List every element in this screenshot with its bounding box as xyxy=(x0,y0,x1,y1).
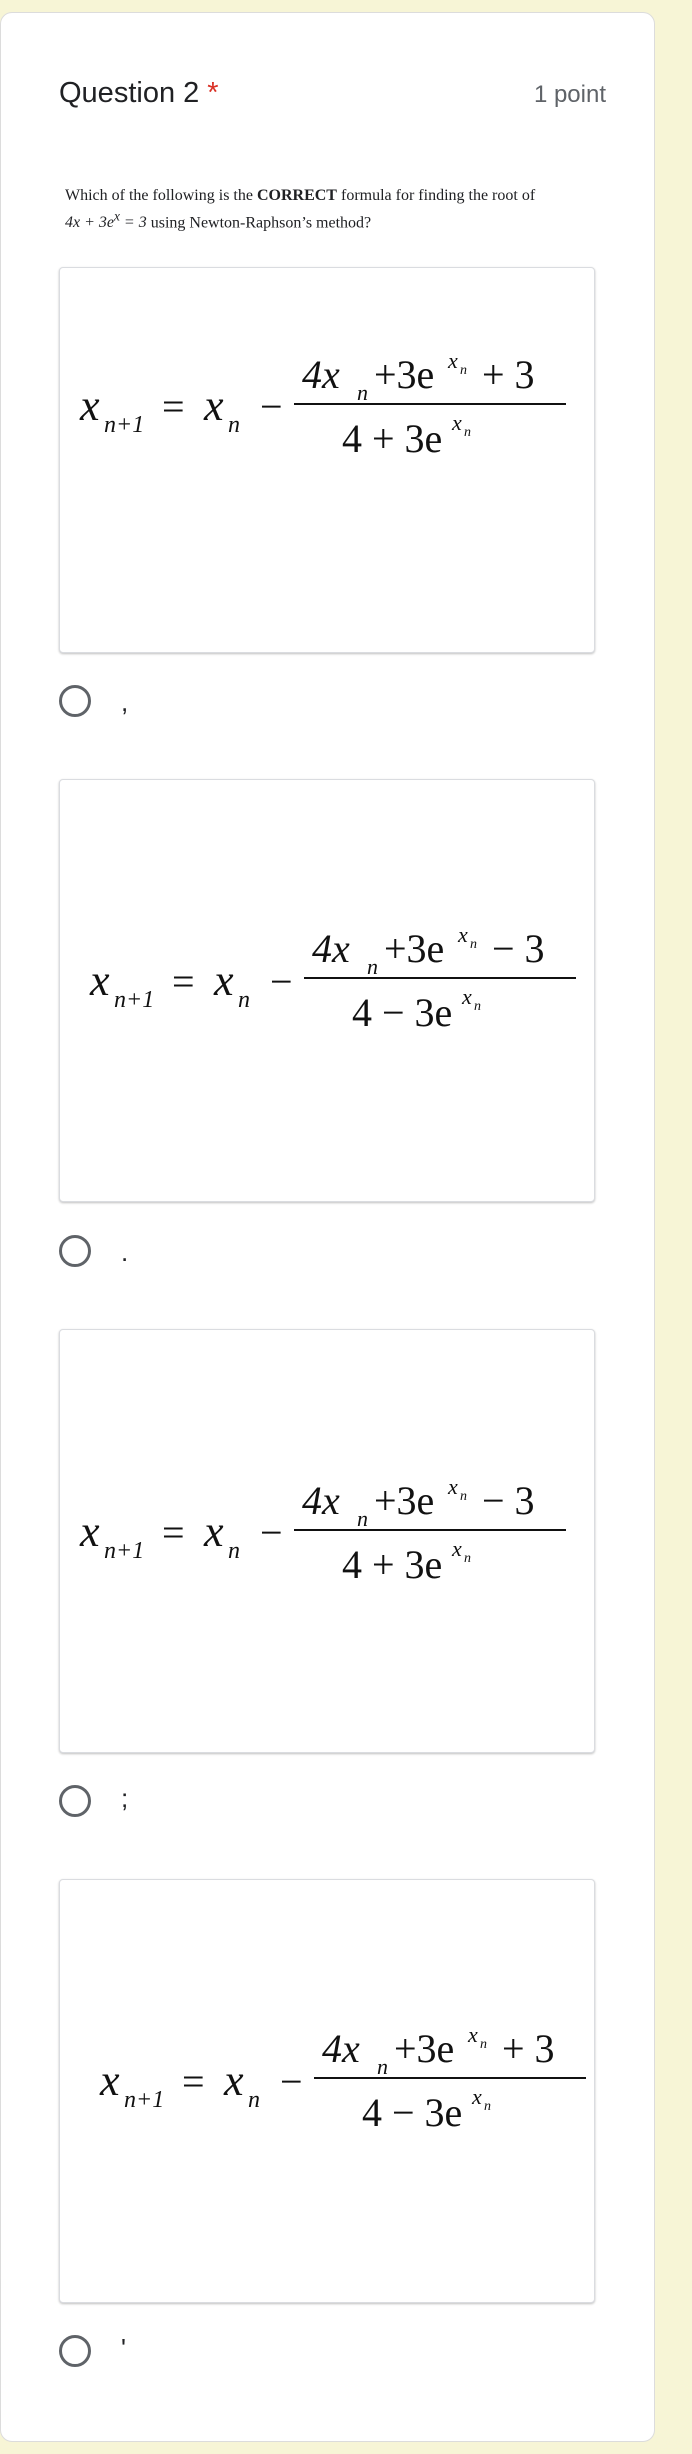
formula-den-a: 4 + 3e xyxy=(342,1542,443,1587)
option-radio-4[interactable] xyxy=(59,2335,91,2367)
formula-num-exp-sub: n xyxy=(470,937,477,952)
formula-lhs: x xyxy=(80,381,100,430)
formula-equals: = xyxy=(172,959,195,1004)
question-equation xyxy=(65,209,147,232)
formula-den-exp-sub: n xyxy=(474,999,481,1014)
formula-lhs-sub: n+1 xyxy=(124,2087,165,2113)
formula-equals: = xyxy=(162,1510,185,1555)
formula-xn: x xyxy=(204,1507,224,1556)
question-equation-lhs: 4x + 3e xyxy=(65,214,114,232)
formula-minus: − xyxy=(270,959,293,1004)
formula-num-a: 4x xyxy=(322,2026,360,2071)
question-text-part: Which of the following is the xyxy=(65,187,257,204)
option-image-2 xyxy=(59,779,595,1202)
formula-minus: − xyxy=(260,1510,283,1555)
formula-xn-sub: n xyxy=(238,987,250,1013)
required-asterisk: * xyxy=(207,77,219,109)
formula-num-a-sub: n xyxy=(357,1506,368,1531)
question-text-part: using Newton-Raphson’s method? xyxy=(146,214,372,232)
formula-num-exp-sub: n xyxy=(460,1489,467,1504)
formula-den-exp: x xyxy=(472,2084,482,2109)
question-card xyxy=(0,12,655,2442)
formula-num-a-sub: n xyxy=(377,2054,388,2079)
formula-num-op: +3e xyxy=(374,1478,435,1523)
formula-num-a: 4x xyxy=(312,926,350,971)
formula-num-exp: x xyxy=(448,1474,458,1499)
formula-xn-sub: n xyxy=(228,1538,240,1564)
formula-num-tail: + 3 xyxy=(482,352,535,397)
formula-svg xyxy=(60,268,594,652)
formula-num-exp: x xyxy=(468,2022,478,2047)
formula-den-a: 4 + 3e xyxy=(342,416,443,461)
formula-num-tail: − 3 xyxy=(482,1478,535,1523)
formula-num-op: +3e xyxy=(394,2026,455,2071)
option-radio-3[interactable] xyxy=(59,1785,91,1817)
formula-num-a: 4x xyxy=(302,352,340,397)
option-image-4 xyxy=(59,1879,595,2303)
formula-den-exp: x xyxy=(452,1536,462,1561)
formula-equals: = xyxy=(162,384,185,429)
formula-xn: x xyxy=(204,381,224,430)
formula-lhs-sub: n+1 xyxy=(104,412,145,438)
question-equation-rhs: = 3 xyxy=(119,214,147,232)
question-text xyxy=(65,185,625,233)
option-image-1 xyxy=(59,267,595,653)
formula-den-exp: x xyxy=(452,410,462,435)
formula-num-op: +3e xyxy=(384,926,445,971)
option-label-2: . xyxy=(121,1237,129,1267)
formula-num-exp-sub: n xyxy=(460,363,467,378)
formula-lhs: x xyxy=(90,956,110,1005)
formula-minus: − xyxy=(260,384,283,429)
formula-num-a-sub: n xyxy=(357,380,368,405)
option-image-3 xyxy=(59,1329,595,1753)
formula-num-exp: x xyxy=(458,922,468,947)
option-radio-1[interactable] xyxy=(59,685,91,717)
formula-num-op: +3e xyxy=(374,352,435,397)
formula-xn-sub: n xyxy=(228,412,240,438)
formula-svg xyxy=(60,1880,594,2302)
question-title xyxy=(59,77,219,110)
formula-den-exp-sub: n xyxy=(484,2099,491,2114)
formula-den-exp-sub: n xyxy=(464,1551,471,1566)
formula-num-exp-sub: n xyxy=(480,2037,487,2052)
formula-num-tail: − 3 xyxy=(492,926,545,971)
formula-equals: = xyxy=(182,2059,205,2104)
formula-num-a-sub: n xyxy=(367,954,378,979)
question-title-text: Question 2 xyxy=(59,77,200,109)
formula-minus: − xyxy=(280,2059,303,2104)
formula-den-a: 4 − 3e xyxy=(362,2090,463,2135)
formula-den-exp: x xyxy=(462,984,472,1009)
question-points: 1 point xyxy=(533,81,606,108)
formula-lhs: x xyxy=(100,2056,120,2105)
formula-xn-sub: n xyxy=(248,2087,260,2113)
formula-svg xyxy=(60,780,594,1201)
formula-lhs-sub: n+1 xyxy=(114,987,155,1013)
option-label-1: , xyxy=(121,687,129,717)
formula-den-a: 4 − 3e xyxy=(352,990,453,1035)
formula-den-exp-sub: n xyxy=(464,425,471,440)
formula-lhs-sub: n+1 xyxy=(104,1538,145,1564)
option-radio-2[interactable] xyxy=(59,1235,91,1267)
formula-xn: x xyxy=(214,956,234,1005)
option-label-3: ; xyxy=(121,1783,129,1813)
formula-num-exp: x xyxy=(448,348,458,373)
option-label-4: ' xyxy=(121,2333,126,2363)
formula-lhs: x xyxy=(80,1507,100,1556)
question-equation-exp: x xyxy=(114,209,120,224)
formula-xn: x xyxy=(224,2056,244,2105)
formula-svg xyxy=(60,1330,594,1752)
formula-num-a: 4x xyxy=(302,1478,340,1523)
formula-num-tail: + 3 xyxy=(502,2026,555,2071)
question-text-part: formula for finding the root of xyxy=(336,187,536,204)
question-text-bold: CORRECT xyxy=(256,187,337,204)
